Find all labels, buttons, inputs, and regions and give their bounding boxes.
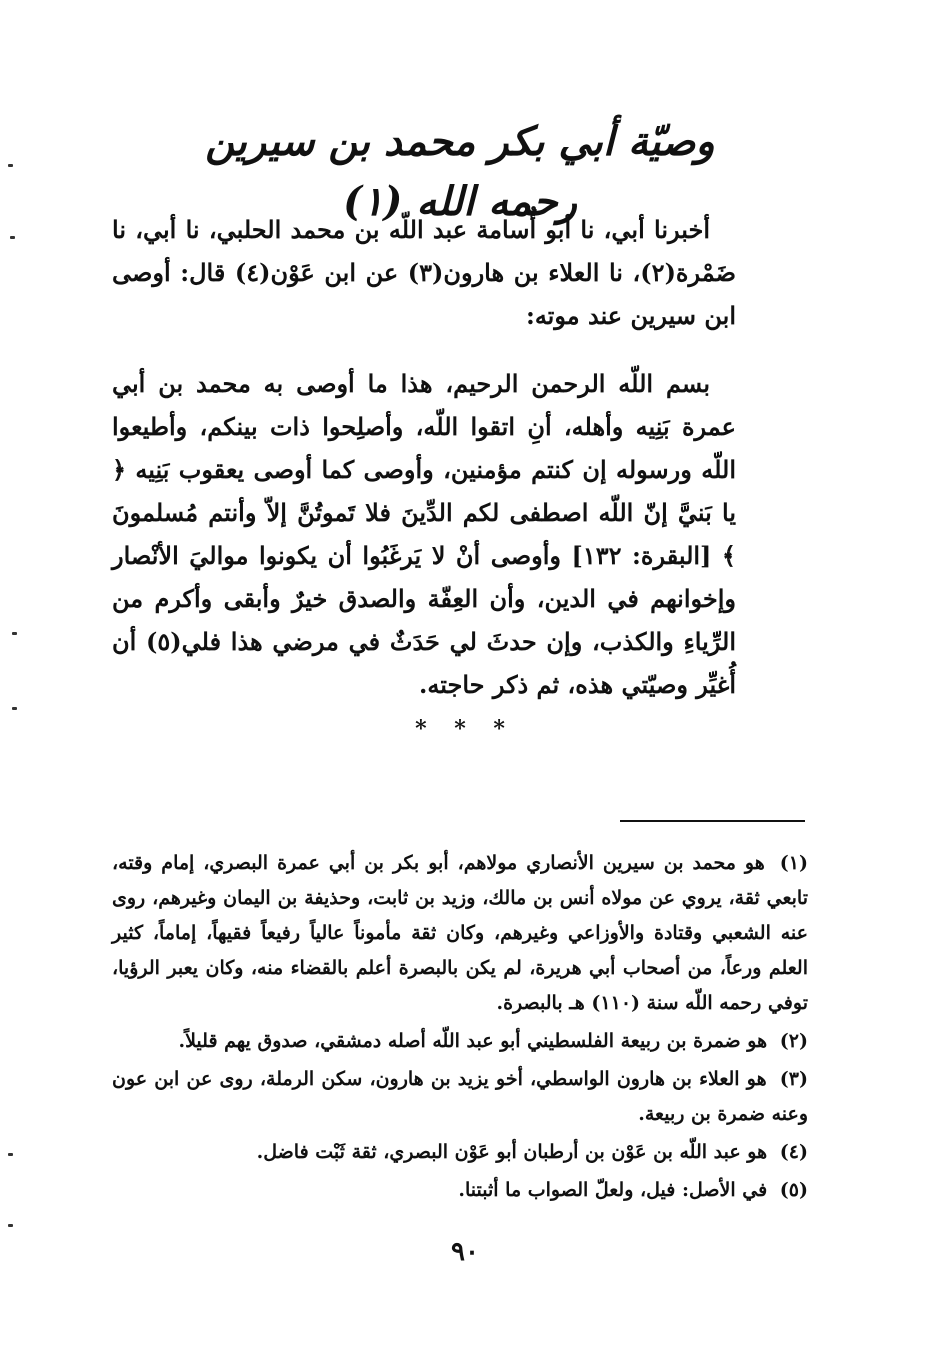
footnote-divider (620, 820, 805, 822)
footnote-number: (١) (779, 852, 808, 874)
footnotes (112, 846, 808, 1211)
section-separator: * * * (415, 716, 515, 742)
isnad-paragraph: أخبرنا أبي، نا أبو أُسامة عبد اللّه بن محمد الحلبي، نا أبي، نا ضَمْرة(٢)، نا العلاء بن هارون(٣) عن ابن عَوْن(٤) قال: أوصى ابن سيرين عند موته: (112, 215, 736, 330)
footnote-number: (٤) (779, 1141, 808, 1163)
footnote-text: هو العلاء بن هارون الواسطي، أخو يزيد بن هارون، سكن الرملة، روى عن ابن عون وعنه ضمرة بن ربيعة. (112, 1068, 808, 1125)
page-number: ٩٠ (451, 1237, 479, 1267)
footnote-3 (112, 1062, 808, 1132)
footnote-text: هو محمد بن سيرين الأنصاري مولاهم، أبو بكر بن أبي عمرة البصري، إمام وقته، تابعي ثقة، يروي عن مولاه أنس بن مالك، وزيد بن ثابت، وحذيفة بن اليمان وغيرهم، روى عنه الشعبي وقتادة والأوزاعي وغيرهم، وكان ثقة مأموناً عالياً رفيعاً فقيهاً، إماماً، كثير العلم ورعاً، من أصحاب أبي هريرة، لم يكن بالبصرة أعلم بالقضاء منه، وكان يعبر الرؤيا، توفي رحمه اللّه سنة (١١٠) هـ بالبصرة. (112, 852, 808, 1014)
footnote-5 (112, 1173, 808, 1208)
footnote-1 (112, 846, 808, 1021)
footnote-text: في الأصل: فيل، ولعلّ الصواب ما أثبتنا. (458, 1179, 768, 1201)
footnote-4 (112, 1135, 808, 1170)
scan-mark (12, 707, 17, 710)
footnote-2 (112, 1024, 808, 1059)
page-title: وصيّة أبي بكر محمد بن سيرين رحمه الله (١) (205, 118, 715, 225)
footnote-number: (٢) (779, 1030, 808, 1052)
footnote-number: (٥) (779, 1179, 808, 1201)
scan-mark (10, 236, 15, 239)
footnote-text: هو عبد اللّه بن عَوْن بن أرطبان أبو عَوْن البصري، ثقة ثَبْت فاضل. (256, 1141, 768, 1163)
will-paragraph: بسم اللّه الرحمن الرحيم، هذا ما أوصى به محمد بن أبي عمرة بَنِيه وأهله، أنِ اتقوا اللّه، وأصلِحوا ذات بينكم، وأطيعوا اللّه ورسوله إن كنتم مؤمنين، وأوصى كما أوصى يعقوب بَنِيه ﴿ يا بَنيَّ إنّ اللّه اصطفى لكم الدِّينَ فلا تَموتُنَّ إلاّ وأنتم مُسلمونَ ﴾ [البقرة: ١٣٢] وأوصى أنْ لا يَرغَبُوا أن يكونوا مواليَ الأنْصار وإخوانهم في الدين، وأن العِفّة والصدق خيرٌ وأبقى وأكرم من الرِّياءِ والكذب، وإن حدثَ لي حَدَثٌ في مرضي هذا فلي(٥) أن أُغيِّر وصيّتي هذه، ثم ذكر حاجته. (112, 369, 736, 699)
scan-mark (8, 1153, 13, 1156)
scan-mark (8, 164, 13, 167)
scan-mark (8, 1224, 13, 1227)
footnote-number: (٣) (779, 1068, 808, 1090)
footnote-text: هو ضمرة بن ربيعة الفلسطيني أبو عبد اللّه أصله دمشقي، صدوق يهم قليلاً. (178, 1030, 768, 1052)
scan-mark (12, 632, 17, 635)
